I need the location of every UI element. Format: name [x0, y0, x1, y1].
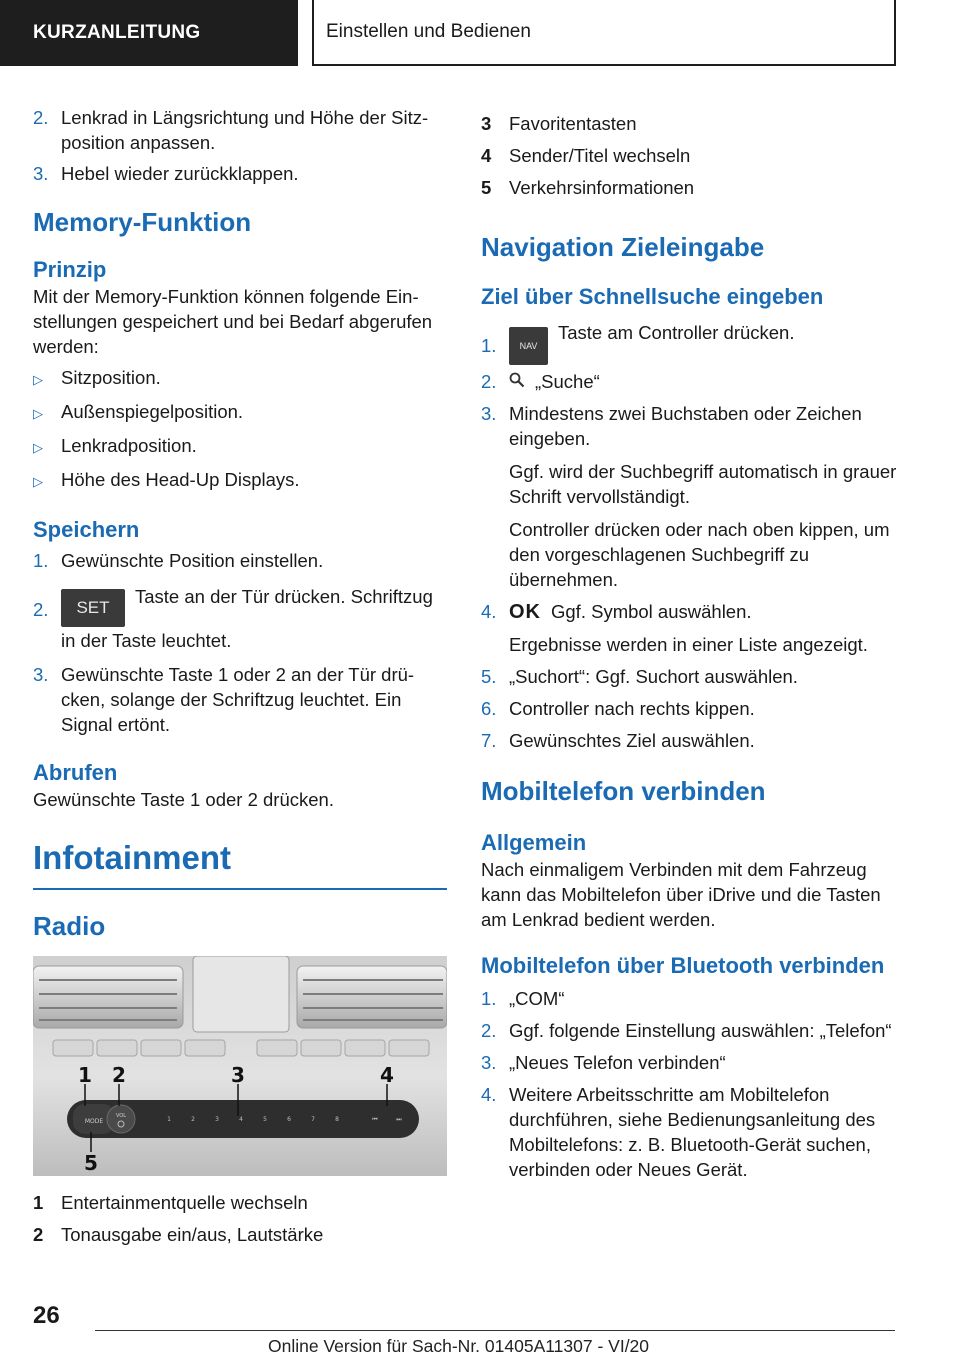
callout-5: 5 — [84, 1151, 98, 1175]
list-item — [481, 143, 901, 168]
chapter-header — [312, 0, 896, 66]
right-column — [481, 100, 901, 1182]
subsection-heading: Speichern — [33, 517, 140, 542]
step-text: Ggf. Symbol auswählen. — [551, 601, 752, 622]
list-item — [481, 1018, 901, 1043]
list-item — [33, 433, 447, 460]
next-track-icon: ⏭ — [396, 1116, 402, 1123]
callout-2: 2 — [112, 1063, 126, 1087]
list-item — [481, 696, 901, 721]
list-item — [481, 369, 901, 394]
preset-button-label: 1 — [167, 1116, 171, 1123]
list-item — [33, 1190, 447, 1215]
bullet-text: Höhe des Head-Up Displays. — [61, 469, 300, 490]
step-number: 3. — [33, 664, 49, 685]
callout-1: 1 — [78, 1063, 92, 1087]
step-text: „Suchort“: Ggf. Suchort auswählen. — [509, 666, 798, 687]
nav-button: NAV — [509, 327, 548, 365]
step-note: Controller drücken oder nach oben kippen, um den vorgeschlagenen Suchbegriff zu übernehmen. — [509, 519, 890, 590]
footer-text: Online Version für Sach-Nr. 01405A11307 - VI/20 — [268, 1336, 650, 1356]
legend-text: Favoritentasten — [509, 113, 637, 134]
list-item — [33, 399, 447, 426]
subsection-heading: Mobiltelefon über Bluetooth verbinden — [481, 953, 885, 978]
list-item — [33, 1222, 447, 1247]
list-item — [481, 1082, 901, 1182]
step-number: 3. — [481, 1052, 497, 1073]
vol-knob-label: VOL — [115, 1113, 127, 1119]
step-number: 4. — [481, 1084, 497, 1105]
preset-button-label: 8 — [335, 1116, 339, 1123]
section-tab — [0, 0, 298, 66]
preset-button-label: 2 — [191, 1116, 195, 1123]
section-label: KURZANLEITUNG — [33, 22, 201, 43]
list-item — [33, 161, 447, 186]
step-number: 2. — [33, 599, 49, 620]
step-number: 3. — [33, 163, 49, 184]
step-number: 6. — [481, 698, 497, 719]
bullet-text: Außenspiegelposition. — [61, 401, 244, 422]
step-text: Lenkrad in Längsrichtung und Höhe der Sitz-position anpassen. — [61, 107, 429, 153]
preset-button-label: 4 — [239, 1116, 243, 1123]
preset-button-label: 7 — [311, 1116, 315, 1123]
list-item — [481, 111, 901, 136]
triangle-bullet-icon: ▷ — [33, 406, 43, 421]
list-item — [33, 583, 447, 655]
radio-panel-image — [33, 956, 447, 1176]
callout-4: 4 — [380, 1063, 394, 1087]
legend-number: 5 — [481, 177, 492, 198]
triangle-bullet-icon: ▷ — [33, 372, 43, 387]
list-item — [481, 319, 901, 365]
step-number: 4. — [481, 601, 497, 622]
list-item — [33, 548, 447, 573]
callout-3: 3 — [231, 1063, 245, 1087]
step-text: Controller nach rechts kippen. — [509, 698, 755, 719]
step-number: 1. — [481, 988, 497, 1009]
preset-button-label: 6 — [287, 1116, 291, 1123]
chapter-heading: Infotainment — [33, 839, 231, 876]
step-number: 5. — [481, 666, 497, 687]
triangle-bullet-icon: ▷ — [33, 474, 43, 489]
list-item — [481, 664, 901, 689]
legend-number: 2 — [33, 1224, 44, 1245]
step-text: Mindestens zwei Buchstaben oder Zeichen eingeben. — [509, 403, 862, 449]
step-number: 1. — [33, 550, 49, 571]
set-button: SET — [61, 589, 125, 627]
step-text: Taste am Controller drücken. — [558, 322, 795, 343]
ok-symbol-icon: OK — [509, 601, 541, 623]
list-item — [481, 401, 901, 592]
paragraph: Gewünschte Taste 1 oder 2 drücken. — [33, 789, 334, 810]
section-heading: Mobiltelefon verbinden — [481, 776, 766, 806]
legend-number: 1 — [33, 1192, 44, 1213]
legend-text: Verkehrsinformationen — [509, 177, 695, 198]
section-heading: Radio — [33, 911, 106, 941]
step-text: Ggf. folgende Einstellung auswählen: „Telefon“ — [509, 1020, 892, 1041]
step-number: 2. — [481, 1020, 497, 1041]
step-text: Weitere Arbeitsschritte am Mobiltelefon durchführen, siehe Bedienungsanleitung des Mobiltelefons: z. B. Bluetooth-Gerät suchen, verbinden oder Neues Gerät. — [509, 1084, 876, 1180]
step-text: Gewünschte Position einstellen. — [61, 550, 324, 571]
list-item — [481, 1050, 901, 1075]
step-number: 2. — [33, 107, 49, 128]
list-item — [481, 986, 901, 1011]
chapter-title: Einstellen und Bedienen — [326, 21, 531, 42]
list-item — [33, 365, 447, 392]
list-item — [481, 175, 901, 200]
footer-divider — [95, 1330, 895, 1331]
legend-text: Sender/Titel wechseln — [509, 145, 691, 166]
step-number: 7. — [481, 730, 497, 751]
subsection-heading: Allgemein — [481, 830, 587, 855]
list-item — [33, 662, 447, 737]
bullet-text: Sitzposition. — [61, 367, 161, 388]
step-number: 1. — [481, 335, 497, 356]
paragraph: Mit der Memory-Funktion können folgende Ein-stellungen gespeichert und bei Bedarf abgerufen werden: — [33, 286, 433, 357]
step-text: „COM“ — [509, 988, 565, 1009]
section-heading: Memory-Funktion — [33, 207, 252, 237]
prev-track-icon: ⏮ — [372, 1116, 378, 1123]
bullet-text: Lenkradposition. — [61, 435, 197, 456]
step-text: „Neues Telefon verbinden“ — [509, 1052, 726, 1073]
list-item — [481, 599, 901, 657]
step-text: Taste an der Tür drücken. Schriftzug in der Taste leuchtet. — [61, 586, 433, 651]
section-heading: Navigation Zieleingabe — [481, 232, 765, 262]
search-icon — [509, 369, 525, 394]
list-item — [481, 728, 901, 753]
step-text: Hebel wieder zurückklappen. — [61, 163, 299, 184]
legend-number: 3 — [481, 113, 492, 134]
step-number: 2. — [481, 371, 497, 392]
step-note: Ergebnisse werden in einer Liste angezeigt. — [509, 634, 868, 655]
paragraph: Nach einmaligem Verbinden mit dem Fahrzeug kann das Mobiltelefon über iDrive und die Tasten am Lenkrad bedient werden. — [481, 859, 881, 930]
heading-divider — [33, 888, 447, 890]
radio-panel-illustration — [33, 956, 447, 1176]
step-number: 3. — [481, 403, 497, 424]
step-note: Ggf. wird der Suchbegriff automatisch in grauer Schrift vervollständigt. — [509, 461, 897, 507]
step-text: Gewünschte Taste 1 oder 2 an der Tür drü-cken, solange der Schriftzug leuchtet. Ein Signal ertönt. — [61, 664, 415, 735]
list-item — [33, 105, 447, 155]
legend-text: Tonausgabe ein/aus, Lautstärke — [61, 1224, 324, 1245]
triangle-bullet-icon: ▷ — [33, 440, 43, 455]
step-text: „Suche“ — [535, 371, 600, 392]
mode-button-label: MODE — [84, 1118, 104, 1125]
step-text: Gewünschtes Ziel auswählen. — [509, 730, 755, 751]
preset-button-label: 3 — [215, 1116, 219, 1123]
subsection-heading: Abrufen — [33, 760, 118, 785]
subsection-heading: Ziel über Schnellsuche eingeben — [481, 284, 824, 309]
list-item — [33, 467, 447, 494]
subsection-heading: Prinzip — [33, 257, 107, 282]
left-column — [33, 100, 447, 1247]
legend-text: Entertainmentquelle wechseln — [61, 1192, 308, 1213]
legend-number: 4 — [481, 145, 492, 166]
page-number: 26 — [33, 1302, 60, 1329]
preset-button-label: 5 — [263, 1116, 267, 1123]
